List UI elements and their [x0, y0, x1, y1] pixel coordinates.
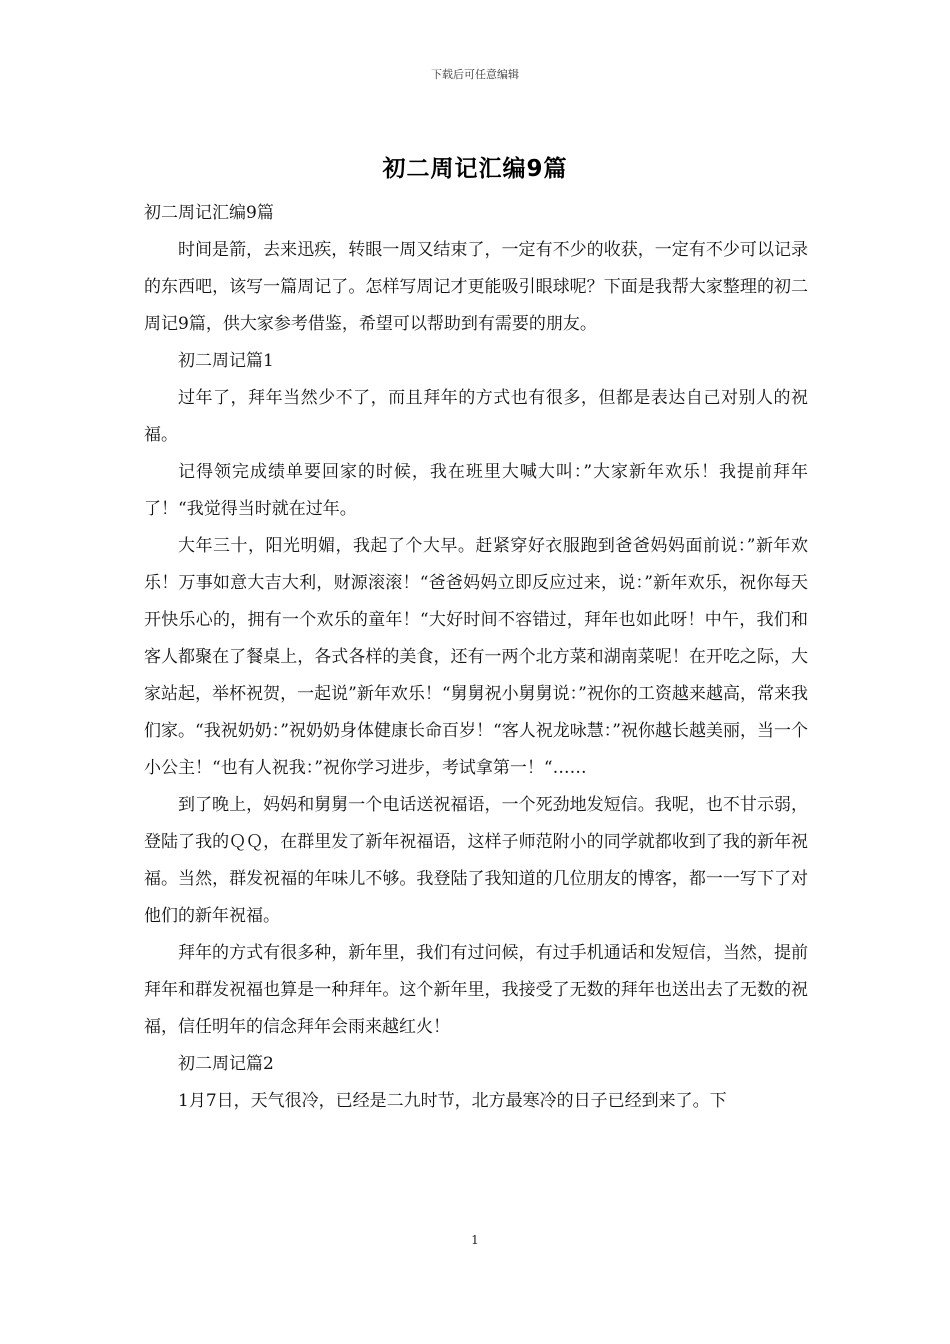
intro-paragraph: 时间是箭，去来迅疾，转眼一周又结束了，一定有不少的收获，一定有不少可以记录的东西吧，该写一篇周记了。怎样写周记才更能吸引眼球呢？下面是我帮大家整理的初二周记9篇，供大家参考借鉴，希望可以帮助到有需要的朋友。 [144, 240, 808, 334]
document-title: 初二周记汇编9篇 [382, 156, 568, 182]
paragraph: 到了晚上，妈妈和舅舅一个电话送祝福语，一个死劲地发短信。我呢，也不甘示弱，登陆了我的ＱＱ，在群里发了新年祝福语，这样子师范附小的同学就都收到了我的新年祝福。当然，群发祝福的年味儿不够。我登陆了我知道的几位朋友的博客，都一一写下了对他们的新年祝福。 [144, 795, 808, 926]
paragraph: 记得领完成绩单要回家的时候，我在班里大喊大叫：”大家新年欢乐！我提前拜年了！“我觉得当时就在过年。 [144, 462, 808, 519]
document-body [144, 195, 808, 1120]
paragraph: 拜年的方式有很多种，新年里，我们有过问候，有过手机通话和发短信，当然，提前拜年和群发祝福也算是一种拜年。这个新年里，我接受了无数的拜年也送出去了无数的祝福，信任明年的信念拜年会雨来越红火！ [144, 943, 808, 1037]
paragraph: 1月7日，天气很冷，已经是二九时节，北方最寒冷的日子已经到来了。下 [178, 1091, 727, 1111]
section-heading-1: 初二周记篇1 [178, 351, 274, 371]
paragraph: 过年了，拜年当然少不了，而且拜年的方式也有很多，但都是表达自己对别人的祝福。 [144, 388, 808, 445]
header-note: 下载后可任意编辑 [431, 68, 519, 81]
paragraph: 大年三十，阳光明媚，我起了个大早。赶紧穿好衣服跑到爸爸妈妈面前说：”新年欢乐！万事如意大吉大利，财源滚滚！“爸爸妈妈立即反应过来，说：”新年欢乐，祝你每天开快乐心的，拥有一个欢乐的童年！“大好时间不容错过，拜年也如此呀！中午，我们和客人都聚在了餐桌上，各式各样的美食，还有一两个北方菜和湖南菜呢！在开吃之际，大家站起，举杯祝贺，一起说”新年欢乐！“舅舅祝小舅舅说：”祝你的工资越来越高，常来我们家。“我祝奶奶：”祝奶奶身体健康长命百岁！“客人祝龙咏慧：”祝你越长越美丽，当一个小公主！“也有人祝我：”祝你学习进步，考试拿第一！“…… [144, 536, 808, 778]
document-subtitle: 初二周记汇编9篇 [144, 203, 274, 223]
page-number: 1 [471, 1233, 479, 1247]
section-heading-2: 初二周记篇2 [178, 1054, 274, 1074]
